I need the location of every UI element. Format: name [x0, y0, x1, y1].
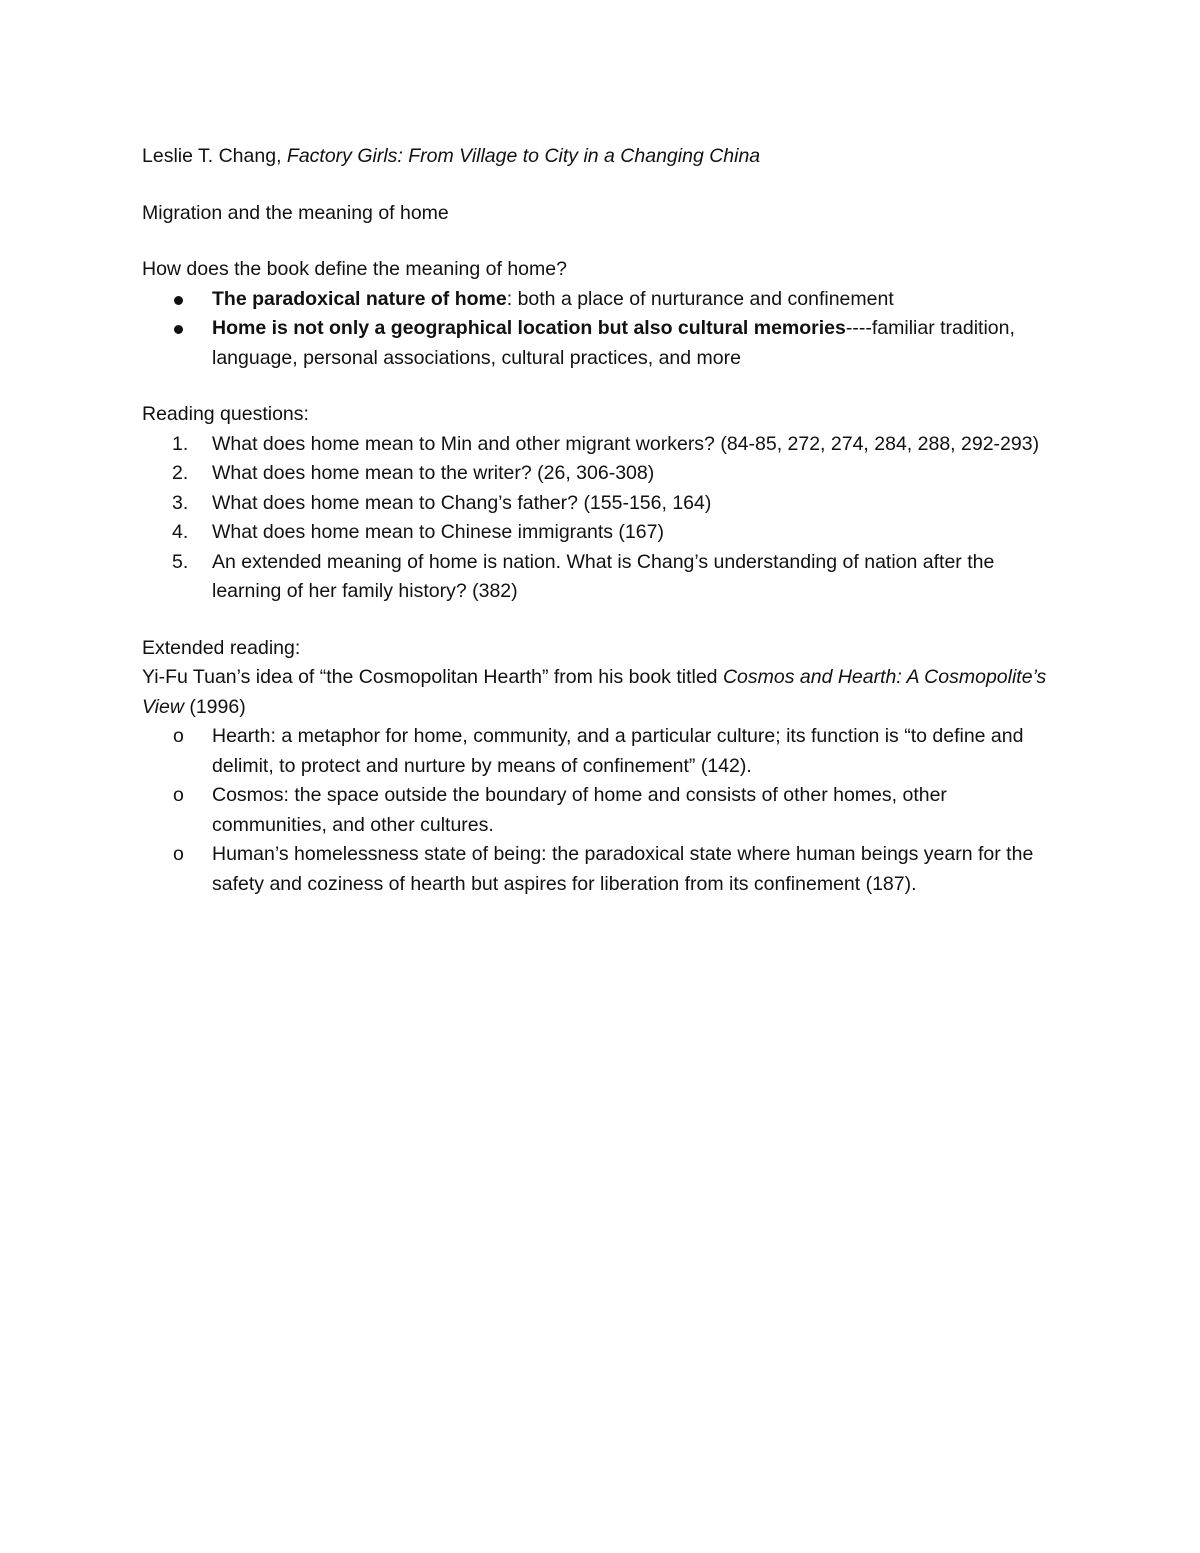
- bullet-bold-text: The paradoxical nature of home: [212, 287, 507, 310]
- extended-item-text: Human’s homelessness state of being: the paradoxical state where human beings yearn for the safety and coziness of hearth but aspires for liberation from its confinement (187).: [212, 843, 1034, 895]
- definition-question: How does the book define the meaning of home?: [142, 258, 567, 280]
- author-name: Leslie T. Chang,: [142, 145, 282, 167]
- bullet-item: [142, 314, 1057, 373]
- bullet-text: ----familiar tradition, language, personal associations, cultural practices, and more: [212, 317, 1015, 369]
- question-item: [142, 518, 1057, 548]
- bullet-icon: [174, 296, 183, 305]
- bullet-bold-text: Home is not only a geographical location but also cultural memories: [212, 317, 846, 339]
- bullet-icon: [174, 325, 183, 334]
- extended-reading-list: [142, 722, 1057, 899]
- bullet-item: [142, 285, 1057, 315]
- citation-line: [142, 142, 1057, 172]
- extended-item-text: Hearth: a metaphor for home, community, and a particular culture; its function is “to define and delimit, to protect and nurture by means of confinement” (142).: [212, 725, 1024, 777]
- intro-suffix: (1996): [183, 695, 246, 718]
- extended-item-text: Cosmos: the space outside the boundary of home and consists of other homes, other communities, and other cultures.: [212, 784, 947, 836]
- question-text: An extended meaning of home is nation. What is Chang’s understanding of nation after the learning of her family history? (382): [212, 550, 995, 602]
- intro-prefix: Yi-Fu Tuan’s idea of “the Cosmopolitan Hearth” from his book titled: [142, 666, 723, 688]
- question-item: [142, 459, 1057, 489]
- extended-item: [142, 722, 1057, 781]
- book-title: Factory Girls: From Village to City in a Changing China: [286, 145, 761, 167]
- question-number: 5.: [172, 550, 189, 573]
- question-text: What does home mean to the writer? (26, 306-308): [212, 462, 655, 484]
- reading-questions-list: [142, 430, 1057, 607]
- extended-item: [142, 840, 1057, 899]
- circle-bullet-icon: o: [173, 843, 184, 865]
- reading-questions-heading: Reading questions:: [142, 403, 309, 425]
- question-text: What does home mean to Chinese immigrants (167): [212, 521, 664, 543]
- circle-bullet-icon: o: [173, 784, 184, 806]
- topic-heading: Migration and the meaning of home: [142, 201, 449, 224]
- question-number: 2.: [172, 462, 189, 484]
- question-number: 3.: [172, 491, 189, 514]
- question-text: What does home mean to Chang’s father? (155-156, 164): [212, 491, 712, 514]
- question-text: What does home mean to Min and other migrant workers? (84-85, 272, 274, 284, 288, 292-293): [212, 432, 1040, 455]
- extended-item: [142, 781, 1057, 840]
- question-number: 1.: [172, 432, 189, 455]
- question-number: 4.: [172, 521, 189, 543]
- intro-book-title: Cosmos and Hearth: A Cosmopolite’s View: [142, 666, 1047, 718]
- document-body: [142, 142, 1057, 899]
- extended-reading-intro: [142, 663, 1057, 722]
- definition-bullet-list: [142, 285, 1057, 374]
- bullet-text: : both a place of nurturance and confinement: [506, 287, 894, 310]
- circle-bullet-icon: o: [173, 725, 184, 747]
- question-item: [142, 430, 1057, 460]
- question-item: [142, 489, 1057, 519]
- extended-reading-heading: Extended reading:: [142, 636, 301, 659]
- question-item: [142, 548, 1057, 607]
